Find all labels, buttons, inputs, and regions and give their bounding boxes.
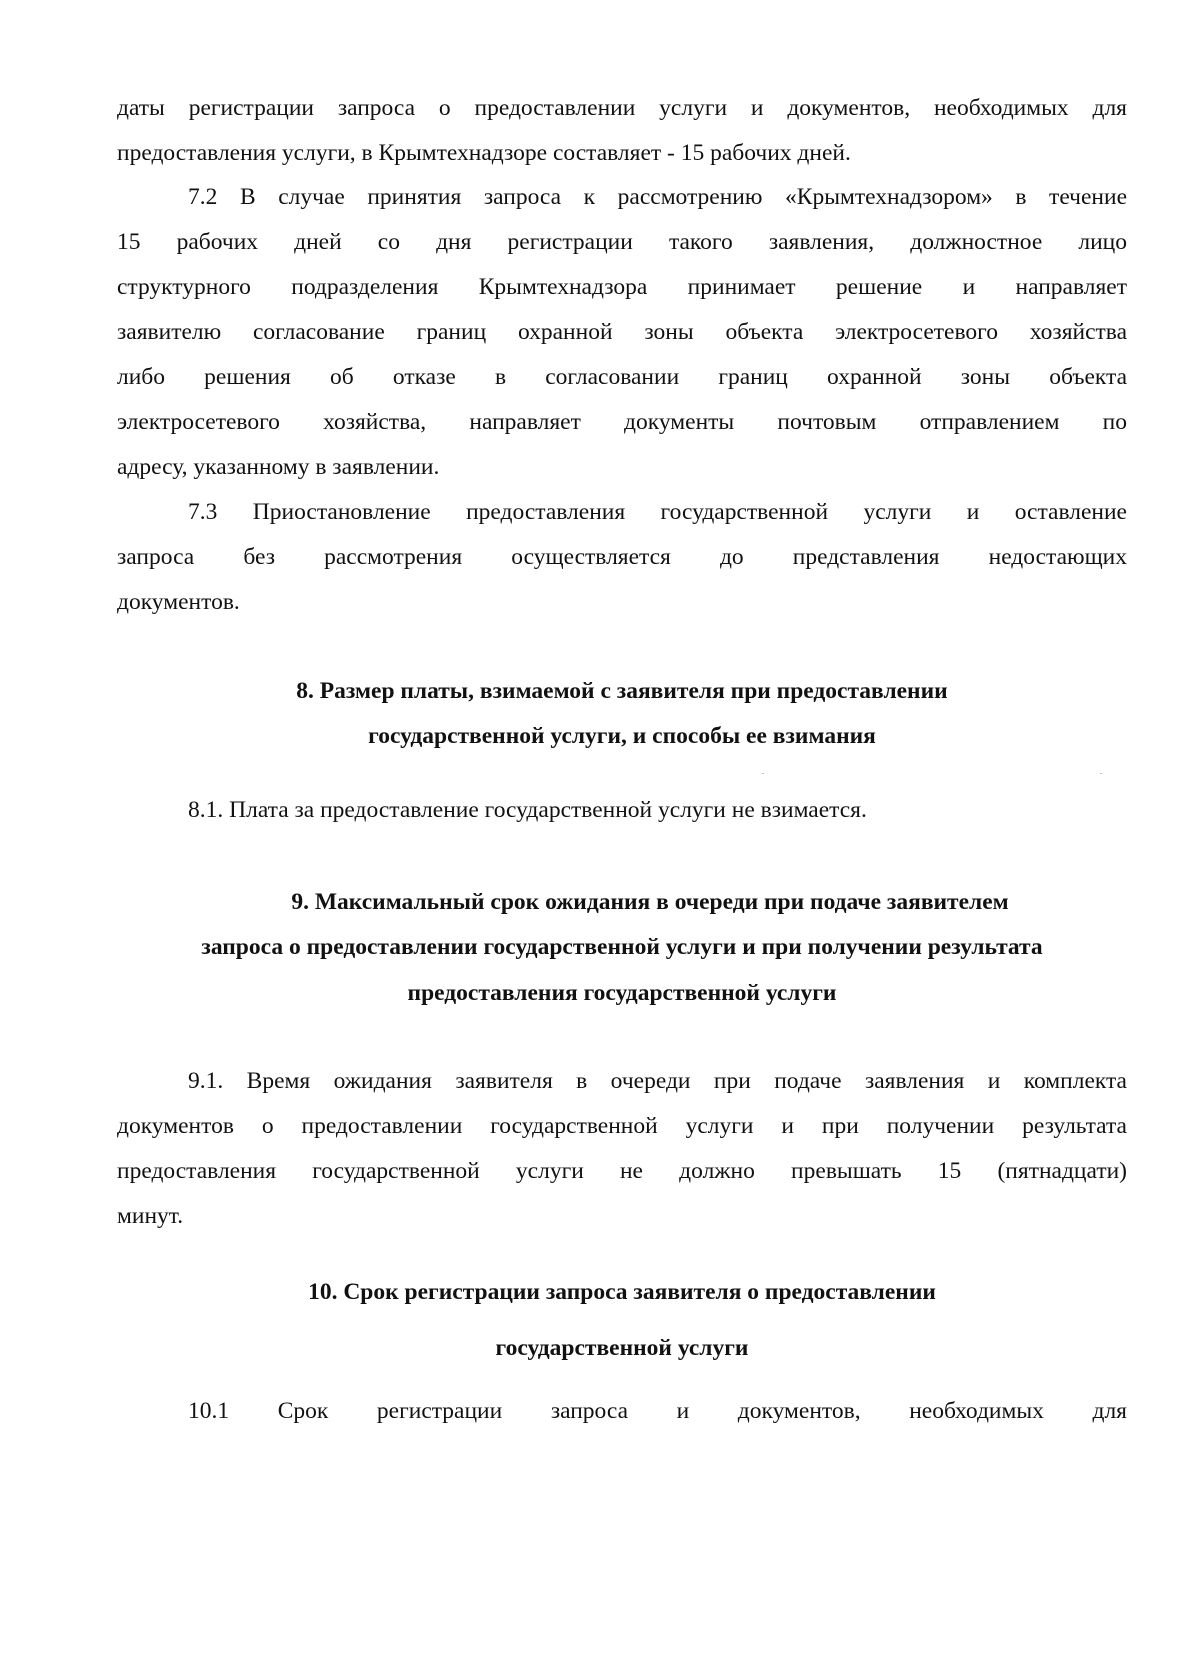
paragraph-9-1-line-4: минут. [117, 1203, 184, 1229]
section-10-heading-line-2: государственной услуги [495, 1335, 749, 1361]
paragraph-7-2-line-4: заявителю согласование границ охранной зоны объекта электросетевого хозяйства [117, 319, 1127, 345]
paragraph-7-2-line-7: адресу, указанному в заявлении. [117, 454, 440, 480]
section-9-heading-line-1: 9. Максимальный срок ожидания в очереди при подаче заявителем [291, 889, 1009, 915]
scan-speck [762, 773, 764, 774]
paragraph-10-1-line-1: 10.1 Срок регистрации запроса и документов, необходимых для [188, 1398, 1127, 1424]
paragraph-7-1-line-2: предоставления услуги, в Крымтехнадзоре составляет - 15 рабочих дней. [117, 140, 851, 166]
paragraph-7-1-line-1: даты регистрации запроса о предоставлении услуги и документов, необходимых для [117, 95, 1127, 121]
scan-speck [1100, 773, 1102, 774]
paragraph-7-2-line-6: электросетевого хозяйства, направляет документы почтовым отправлением по [117, 409, 1127, 435]
paragraph-7-3-line-2: запроса без рассмотрения осуществляется до представления недостающих [117, 544, 1127, 570]
section-8-heading-line-1: 8. Размер платы, взимаемой с заявителя при предоставлении [296, 678, 948, 704]
paragraph-7-3-line-1: 7.3 Приостановление предоставления государственной услуги и оставление [188, 499, 1127, 525]
paragraph-7-2-line-5: либо решения об отказе в согласовании границ охранной зоны объекта [117, 364, 1127, 390]
paragraph-7-2-line-2: 15 рабочих дней со дня регистрации такого заявления, должностное лицо [117, 229, 1127, 255]
paragraph-9-1-line-3: предоставления государственной услуги не должно превышать 15 (пятнадцати) [117, 1158, 1127, 1184]
section-8-heading-line-2: государственной услуги, и способы ее взимания [368, 723, 876, 749]
paragraph-9-1-line-2: документов о предоставлении государственной услуги и при получении результата [117, 1113, 1127, 1139]
paragraph-9-1-line-1: 9.1. Время ожидания заявителя в очереди при подаче заявления и комплекта [188, 1068, 1127, 1094]
paragraph-8-1: 8.1. Плата за предоставление государственной услуги не взимается. [188, 797, 867, 823]
paragraph-7-2-line-3: структурного подразделения Крымтехнадзора принимает решение и направляет [117, 274, 1127, 300]
section-9-heading-line-3: предоставления государственной услуги [407, 980, 837, 1006]
paragraph-7-2-line-1: 7.2 В случае принятия запроса к рассмотрению «Крымтехнадзором» в течение [188, 184, 1127, 210]
section-9-heading-line-2: запроса о предоставлении государственной услуги и при получении результата [201, 934, 1043, 960]
paragraph-7-3-line-3: документов. [117, 589, 240, 615]
section-10-heading-line-1: 10. Срок регистрации запроса заявителя о предоставлении [308, 1279, 936, 1305]
